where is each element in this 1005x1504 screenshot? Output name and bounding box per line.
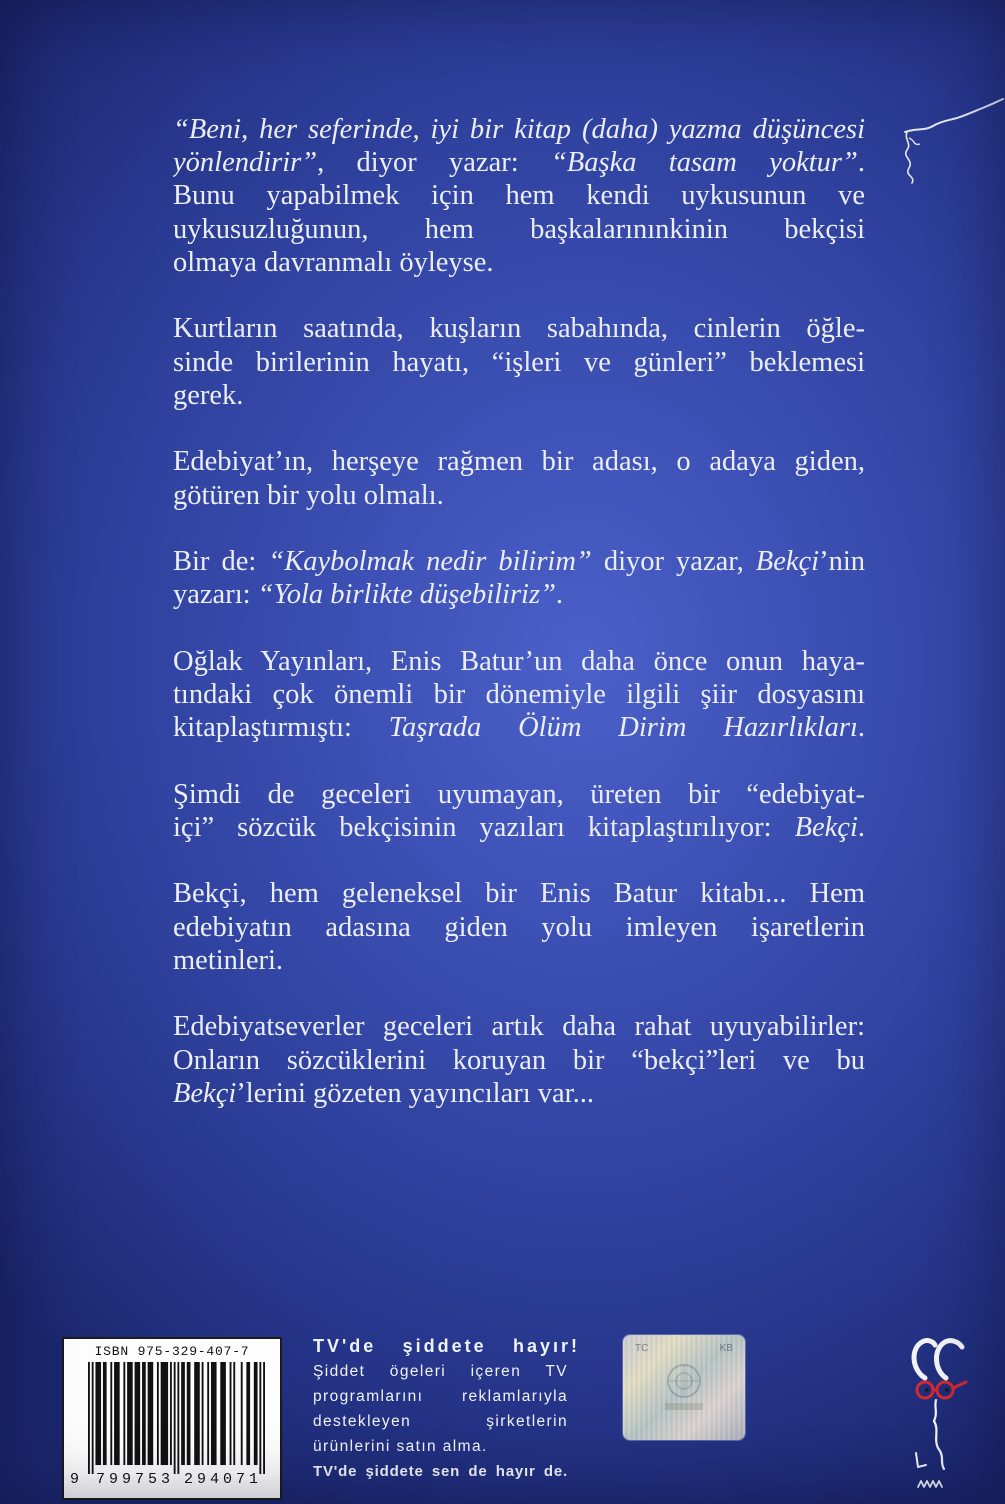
text-run: ’nin <box>819 546 865 578</box>
paragraph <box>173 778 865 844</box>
italic-text: “Beni, her seferinde, iyi bir kitap (daha) yazma düşüncesi <box>173 114 865 145</box>
barcode-bar <box>220 1362 226 1465</box>
isbn-label: ISBN 975-329-407-7 <box>94 1344 250 1359</box>
text-run: gerek. <box>173 379 244 411</box>
italic-text: “Yola birlikte düşebiliriz” <box>257 579 556 611</box>
text-run: , diyor yazar: <box>317 147 551 179</box>
text-run: Kurtların saatında, kuşların sabahında, cinlerin öğle- <box>173 313 865 345</box>
barcode-bar <box>259 1362 261 1474</box>
text-run: Edebiyatseverler geceleri artık daha rahat uyuyabilirler: <box>173 1011 865 1043</box>
barcode-bar <box>174 1362 176 1474</box>
text-line <box>173 312 865 345</box>
barcode-bar <box>123 1362 125 1465</box>
text-run: . <box>857 811 865 843</box>
text-line <box>173 213 865 246</box>
text-line <box>173 379 865 412</box>
barcode-bar <box>157 1362 159 1465</box>
text-line <box>173 1077 865 1110</box>
text-line <box>173 578 865 611</box>
goat-logo-icon <box>900 1335 985 1500</box>
barcode-digits-left: 799753 <box>96 1471 175 1488</box>
text-line <box>173 711 865 744</box>
barcode-bar <box>135 1362 141 1465</box>
barcode-bar <box>177 1362 179 1474</box>
text-run: Edebiyat’ın, herşeye rağmen bir adası, o adaya giden, <box>173 446 865 478</box>
text-run: Onların sözcüklerini koruyan bir “bekçi”leri ve bu <box>173 1044 865 1076</box>
barcode-bar <box>142 1362 146 1465</box>
hologram-mark-left: TC <box>635 1343 649 1354</box>
barcode-bar <box>233 1362 235 1465</box>
text-line <box>173 1010 865 1043</box>
text-line <box>173 545 865 578</box>
text-run: götüren bir yolu olmalı. <box>173 479 444 511</box>
italic-text: Bekçi <box>755 546 820 578</box>
text-line <box>173 113 865 146</box>
barcode-bar <box>246 1362 250 1465</box>
barcode-bar <box>263 1362 265 1474</box>
text-run: içi” sözcük bekçisinin yazıları kitaplaştırılıyor: <box>173 811 795 843</box>
tv-notice-line: ürünlerini satın alma. <box>313 1438 488 1455</box>
barcode-bar <box>161 1362 168 1465</box>
text-line <box>173 811 865 844</box>
text-run: kitaplaştırmıştı: <box>173 712 389 744</box>
barcode-bar <box>114 1362 120 1465</box>
text-run: Bunu yapabilmek için hem kendi uykusunun ve <box>173 180 865 212</box>
barcode-bar <box>88 1362 90 1474</box>
paragraph <box>173 545 865 611</box>
italic-text: Taşrada Ölüm Dirim Hazırlıkları <box>388 712 858 744</box>
barcode-bar <box>110 1362 112 1465</box>
barcode-bar <box>202 1362 204 1465</box>
text-run: uykusuzluğunun, hem başkalarınınkinin bekçisi <box>173 213 865 245</box>
barcode-bar <box>194 1362 200 1465</box>
barcode-bar <box>181 1362 185 1465</box>
barcode-bar <box>95 1362 101 1465</box>
text-line <box>173 944 865 977</box>
text-run: diyor yazar, <box>591 546 756 578</box>
text-run: . <box>857 712 865 744</box>
text-run: Bekçi, hem geleneksel bir Enis Batur kitabı... Hem <box>173 878 865 910</box>
barcode-bar <box>92 1362 94 1474</box>
text-run: Oğlak Yayınları, Enis Batur’un daha önce onun haya- <box>173 645 865 677</box>
tv-notice-title: TV'de şiddete hayır! <box>313 1336 580 1356</box>
tv-notice-line: destekleyen şirketlerin <box>313 1413 568 1430</box>
barcode-bar <box>187 1362 191 1465</box>
barcode-bar <box>230 1362 232 1465</box>
text-line <box>173 778 865 811</box>
text-line <box>173 246 865 279</box>
barcode-bar <box>254 1362 258 1465</box>
text-line <box>173 645 865 678</box>
italic-text: Bekçi <box>794 811 858 843</box>
barcode-digit-first: 9 <box>70 1471 80 1488</box>
text-line <box>173 877 865 910</box>
text-run: . <box>857 147 865 179</box>
italic-text: “Başka tasam yoktur” <box>550 147 858 179</box>
security-hologram <box>623 1335 745 1440</box>
tv-notice-line: Şiddet ögeleri içeren TV <box>313 1363 568 1380</box>
text-line <box>173 1044 865 1077</box>
text-line <box>173 346 865 379</box>
barcode-bar <box>241 1362 243 1465</box>
italic-text: Bekçi <box>173 1077 237 1109</box>
text-run: . <box>555 579 564 611</box>
blurb-text <box>173 113 865 1143</box>
paragraph <box>173 445 865 511</box>
text-run: Şimdi de geceleri uyumayan, üreten bir “edebiyat- <box>173 778 865 810</box>
italic-text: “Kaybolmak nedir bilirim” <box>268 546 592 578</box>
text-run: metinleri. <box>173 944 284 976</box>
text-line <box>173 678 865 711</box>
barcode-bar <box>211 1362 217 1465</box>
barcode-bar <box>148 1362 154 1465</box>
barcode-bar <box>170 1362 172 1465</box>
barcode-bars <box>88 1362 265 1474</box>
barcode-bar <box>207 1362 209 1465</box>
text-line <box>173 146 865 179</box>
barcode-bar <box>127 1362 133 1465</box>
text-line <box>173 445 865 478</box>
text-run: tındaki çok önemli bir dönemiyle ilgili şiir dosyasını <box>173 678 865 710</box>
paragraph <box>173 1010 865 1110</box>
hologram-emblem-icon <box>659 1357 709 1417</box>
paragraph <box>173 312 865 412</box>
italic-text: yönlendirir” <box>173 147 318 179</box>
paragraph <box>173 113 865 279</box>
text-line <box>173 179 865 212</box>
text-line <box>173 479 865 512</box>
text-run: edebiyatın adasına giden yolu imleyen işaretlerin <box>173 911 865 943</box>
barcode-bar <box>103 1362 107 1465</box>
hologram-mark-right: KB <box>719 1343 733 1354</box>
tv-notice-closing: TV'de şiddete sen de hayır de. <box>313 1463 568 1480</box>
scribble-mark <box>895 90 1005 190</box>
paragraph <box>173 645 865 745</box>
text-run: yazarı: <box>173 579 258 611</box>
tv-notice-line: programlarını reklamlarıyla <box>313 1388 568 1405</box>
paragraph <box>173 877 865 977</box>
text-run: ’lerini gözeten yayıncıları var... <box>236 1077 594 1109</box>
tv-violence-notice <box>313 1333 580 1484</box>
isbn-barcode <box>62 1337 282 1500</box>
text-run: olmaya davranmalı öyleyse. <box>173 246 494 278</box>
barcode-digits-right: 294071 <box>184 1471 263 1488</box>
text-line <box>173 911 865 944</box>
text-run: sinde birilerinin hayatı, “işleri ve günleri” beklemesi <box>173 346 865 378</box>
text-run: Bir de: <box>173 546 269 578</box>
